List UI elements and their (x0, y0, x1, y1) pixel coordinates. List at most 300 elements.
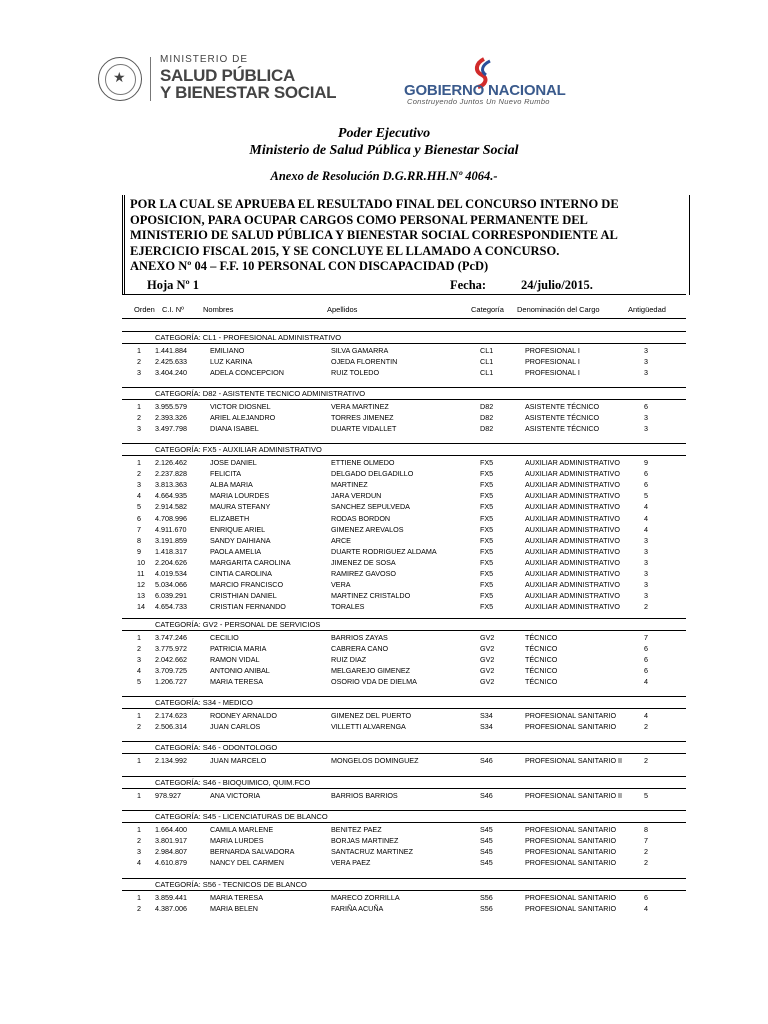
row-denominacion: PROFESIONAL SANITARIO (525, 836, 617, 846)
row-categoria: GV2 (480, 677, 495, 687)
row-nombres: CRISTIAN FERNANDO (210, 602, 286, 612)
row-antiguedad: 3 (644, 535, 648, 545)
row-orden: 3 (137, 847, 141, 857)
row-apellidos: TORRES JIMENEZ (331, 413, 394, 423)
row-denominacion: PROFESIONAL I (525, 368, 580, 378)
row-nombres: ANTONIO ANIBAL (210, 666, 270, 676)
row-categoria: FX5 (480, 580, 494, 590)
row-apellidos: VERA (331, 580, 351, 590)
row-nombres: MARIA LOURDES (210, 491, 270, 501)
row-nombres: EMILIANO (210, 346, 245, 355)
row-categoria: S34 (480, 722, 493, 732)
row-ci: 1.206.727 (155, 677, 187, 687)
table-row (0, 536, 768, 546)
row-orden: 3 (137, 655, 141, 665)
row-apellidos: GIMENEZ AREVALOS (331, 524, 404, 534)
fecha-value: 24/julio/2015. (521, 278, 593, 292)
row-nombres: BERNARDA SALVADORA (210, 847, 295, 857)
row-apellidos: MARTINEZ (331, 480, 368, 490)
row-denominacion: PROFESIONAL SANITARIO (525, 858, 617, 868)
table-row (0, 368, 768, 378)
category-rule (122, 630, 686, 631)
table-row (0, 458, 768, 468)
row-orden: 4 (137, 858, 141, 868)
row-nombres: MARIA BELEN (210, 904, 258, 914)
row-nombres: MARGARITA CAROLINA (210, 557, 291, 567)
row-ci: 2.425.633 (155, 357, 187, 367)
row-orden: 2 (137, 357, 141, 367)
row-denominacion: PROFESIONAL I (525, 346, 580, 355)
row-nombres: CINTIA CAROLINA (210, 569, 272, 578)
row-orden: 2 (137, 413, 141, 423)
row-nombres: NANCY DEL CARMEN (210, 858, 284, 868)
row-denominacion: AUXILIAR ADMINISTRATIVO (525, 591, 620, 601)
row-categoria: FX5 (480, 591, 494, 601)
row-orden: 11 (137, 569, 145, 578)
fecha-label: Fecha: (450, 278, 487, 292)
row-orden: 2 (137, 722, 141, 732)
row-ci: 4.019.534 (155, 569, 187, 578)
row-categoria: GV2 (480, 666, 495, 676)
row-categoria: CL1 (480, 346, 494, 355)
category-rule (122, 788, 686, 789)
row-antiguedad: 2 (644, 858, 648, 868)
row-antiguedad: 5 (644, 791, 648, 800)
row-nombres: PATRICIA MARIA (210, 644, 267, 654)
row-apellidos: SANCHEZ SEPULVEDA (331, 502, 410, 512)
row-denominacion: PROFESIONAL SANITARIO (525, 847, 617, 857)
row-orden: 3 (137, 480, 141, 490)
row-antiguedad: 3 (644, 424, 648, 434)
row-denominacion: ASISTENTE TÉCNICO (525, 413, 600, 423)
table-row (0, 711, 768, 721)
row-orden: 2 (137, 904, 141, 914)
table-row (0, 525, 768, 535)
row-apellidos: VERA MARTINEZ (331, 402, 389, 411)
resolution-text (130, 197, 686, 275)
row-ci: 4.387.006 (155, 904, 187, 914)
header-poder-ejecutivo: Poder Ejecutivo (337, 126, 431, 141)
row-ci: 4.911.670 (155, 524, 187, 534)
row-antiguedad: 4 (644, 524, 648, 534)
row-apellidos: BORJAS MARTINEZ (331, 836, 399, 846)
row-categoria: FX5 (480, 569, 494, 578)
category-rule (122, 878, 686, 879)
row-orden: 1 (137, 402, 141, 411)
row-ci: 4.708.996 (155, 513, 187, 523)
row-ci: 1.664.400 (155, 825, 187, 834)
row-antiguedad: 2 (644, 602, 648, 612)
row-denominacion: AUXILIAR ADMINISTRATIVO (525, 602, 620, 612)
table-row (0, 756, 768, 766)
row-denominacion: PROFESIONAL SANITARIO (525, 722, 617, 732)
ministerio-logo-line1: MINISTERIO DE (160, 54, 249, 65)
category-rule (122, 618, 686, 619)
row-ci: 2.984.807 (155, 847, 187, 857)
ministerio-logo-line3: Y BIENESTAR SOCIAL (160, 83, 337, 102)
row-nombres: JUAN CARLOS (210, 722, 261, 732)
category-title: CATEGORÍA: S46 - ODONTOLOGO (155, 743, 278, 752)
table-row (0, 858, 768, 868)
row-orden: 4 (137, 666, 141, 676)
row-nombres: LUZ KARINA (210, 357, 253, 367)
row-apellidos: DUARTE RODRIGUEZ ALDAMA (331, 546, 437, 556)
row-orden: 1 (137, 825, 141, 834)
row-orden: 12 (137, 580, 145, 590)
row-ci: 978.927 (155, 791, 181, 800)
category-rule (122, 776, 686, 777)
row-apellidos: BARRIOS BARRIOS (331, 791, 398, 800)
row-antiguedad: 6 (644, 469, 648, 479)
row-apellidos: JARA VERDUN (331, 491, 382, 501)
row-antiguedad: 6 (644, 893, 648, 902)
row-denominacion: AUXILIAR ADMINISTRATIVO (525, 557, 620, 567)
row-ci: 2.237.828 (155, 469, 187, 479)
row-antiguedad: 3 (644, 346, 648, 355)
table-row (0, 514, 768, 524)
row-antiguedad: 8 (644, 825, 648, 834)
table-row (0, 644, 768, 654)
row-nombres: RAMON VIDAL (210, 655, 260, 665)
row-nombres: MAURA STEFANY (210, 502, 271, 512)
row-antiguedad: 4 (644, 711, 648, 720)
row-antiguedad: 6 (644, 666, 648, 676)
row-ci: 3.775.972 (155, 644, 187, 654)
row-ci: 3.859.441 (155, 893, 187, 902)
category-title: CATEGORÍA: FX5 - AUXILIAR ADMINISTRATIVO (155, 445, 322, 454)
row-antiguedad: 3 (644, 368, 648, 378)
row-ci: 3.955.579 (155, 402, 187, 411)
table-row (0, 413, 768, 423)
row-ci: 3.191.859 (155, 535, 187, 545)
row-orden: 5 (137, 677, 141, 687)
row-categoria: S45 (480, 847, 493, 857)
table-row (0, 558, 768, 568)
row-denominacion: AUXILIAR ADMINISTRATIVO (525, 524, 620, 534)
row-denominacion: AUXILIAR ADMINISTRATIVO (525, 535, 620, 545)
category-rule (122, 822, 686, 823)
row-apellidos: OSORIO VDA DE DIELMA (331, 677, 417, 687)
row-orden: 2 (137, 644, 141, 654)
table-row (0, 904, 768, 914)
row-apellidos: BARRIOS ZAYAS (331, 633, 388, 642)
row-orden: 1 (137, 633, 141, 642)
row-apellidos: MARTINEZ CRISTALDO (331, 591, 411, 601)
row-antiguedad: 7 (644, 836, 648, 846)
row-antiguedad: 6 (644, 480, 648, 490)
resolution-line: POR LA CUAL SE APRUEBA EL RESULTADO FINAL DEL CONCURSO INTERNO DE (130, 197, 619, 211)
row-denominacion: AUXILIAR ADMINISTRATIVO (525, 458, 620, 467)
row-nombres: SANDY DAIHIANA (210, 535, 271, 545)
table-row (0, 346, 768, 356)
row-denominacion: PROFESIONAL SANITARIO (525, 893, 617, 902)
row-orden: 3 (137, 368, 141, 378)
row-apellidos: VERA PAEZ (331, 858, 371, 868)
row-ci: 6.039.291 (155, 591, 187, 601)
row-nombres: DIANA ISABEL (210, 424, 259, 434)
gobierno-logo-name: GOBIERNO NACIONAL (404, 82, 566, 99)
category-title: CATEGORÍA: GV2 - PERSONAL DE SERVICIOS (155, 620, 321, 629)
row-ci: 2.914.582 (155, 502, 187, 512)
row-denominacion: AUXILIAR ADMINISTRATIVO (525, 480, 620, 490)
row-categoria: S56 (480, 893, 493, 902)
row-denominacion: PROFESIONAL SANITARIO II (525, 756, 623, 765)
row-orden: 14 (137, 602, 145, 612)
row-ci: 2.134.992 (155, 756, 187, 765)
row-antiguedad: 9 (644, 458, 648, 467)
row-orden: 2 (137, 836, 141, 846)
col-header-denominacion: Denominación del Cargo (517, 305, 600, 314)
box-bottom-rule (122, 294, 686, 295)
row-nombres: CECILIO (210, 633, 239, 642)
row-denominacion: AUXILIAR ADMINISTRATIVO (525, 469, 620, 479)
category-rule (122, 387, 686, 388)
row-antiguedad: 3 (644, 569, 648, 578)
row-categoria: FX5 (480, 513, 494, 523)
row-ci: 3.497.798 (155, 424, 187, 434)
row-nombres: ENRIQUE ARIEL (210, 524, 266, 534)
row-antiguedad: 6 (644, 402, 648, 411)
row-ci: 4.654.733 (155, 602, 187, 612)
row-antiguedad: 4 (644, 904, 648, 914)
row-ci: 2.204.626 (155, 557, 187, 567)
table-row (0, 491, 768, 501)
row-categoria: S34 (480, 711, 493, 720)
row-antiguedad: 3 (644, 546, 648, 556)
resolution-line: OPOSICION, PARA OCUPAR CARGOS COMO PERSONAL PERMANENTE DEL (130, 212, 588, 227)
row-categoria: GV2 (480, 644, 495, 654)
national-seal-logo (98, 57, 142, 101)
row-ci: 5.034.066 (155, 580, 187, 590)
row-categoria: FX5 (480, 524, 494, 534)
row-antiguedad: 2 (644, 756, 648, 765)
ministerio-logo-line2: SALUD PÚBLICA (160, 66, 295, 85)
row-apellidos: RAMIREZ GAVOSO (331, 569, 396, 578)
category-title: CATEGORÍA: S46 - BIOQUIMICO, QUIM.FCO (155, 778, 311, 787)
row-denominacion: PROFESIONAL SANITARIO (525, 825, 617, 834)
row-orden: 1 (137, 711, 141, 720)
row-categoria: D82 (480, 402, 494, 411)
table-row (0, 722, 768, 732)
col-header-apellidos: Apellidos (327, 305, 358, 314)
row-apellidos: SANTACRUZ MARTINEZ (331, 847, 413, 857)
row-nombres: ADELA CONCEPCION (210, 368, 284, 378)
category-rule (122, 741, 686, 742)
row-ci: 2.126.462 (155, 458, 187, 467)
row-denominacion: PROFESIONAL I (525, 357, 580, 367)
row-apellidos: GIMENEZ DEL PUERTO (331, 711, 412, 720)
row-denominacion: AUXILIAR ADMINISTRATIVO (525, 580, 620, 590)
row-nombres: MARIA TERESA (210, 893, 263, 902)
col-header-categoria: Categoría (471, 305, 504, 314)
row-apellidos: SILVA GAMARRA (331, 346, 389, 355)
table-row (0, 469, 768, 479)
row-antiguedad: 3 (644, 357, 648, 367)
row-ci: 3.709.725 (155, 666, 187, 676)
row-categoria: FX5 (480, 480, 494, 490)
category-rule (122, 331, 686, 332)
row-denominacion: TÉCNICO (525, 655, 558, 665)
row-denominacion: PROFESIONAL SANITARIO (525, 711, 617, 720)
row-nombres: ELIZABETH (210, 513, 250, 523)
row-orden: 8 (137, 535, 141, 545)
table-row (0, 847, 768, 857)
col-header-antiguedad: Antigüedad (628, 305, 666, 314)
table-row (0, 569, 768, 579)
col-header-orden: Orden (134, 305, 155, 314)
row-orden: 1 (137, 756, 141, 765)
row-categoria: FX5 (480, 491, 494, 501)
table-row (0, 591, 768, 601)
row-denominacion: TÉCNICO (525, 677, 558, 687)
row-apellidos: VILLETTI ALVARENGA (331, 722, 406, 732)
row-ci: 2.174.623 (155, 711, 187, 720)
table-row (0, 480, 768, 490)
row-apellidos: CABRERA CANO (331, 644, 389, 654)
row-antiguedad: 3 (644, 580, 648, 590)
table-row (0, 791, 768, 801)
row-nombres: RODNEY ARNALDO (210, 711, 277, 720)
table-row (0, 402, 768, 412)
row-nombres: MARIA TERESA (210, 677, 263, 687)
row-denominacion: AUXILIAR ADMINISTRATIVO (525, 502, 620, 512)
row-nombres: CAMILA MARLENE (210, 825, 274, 834)
row-categoria: GV2 (480, 633, 495, 642)
ministerio-logo (160, 55, 336, 101)
row-apellidos: DUARTE VIDALLET (331, 424, 397, 434)
row-antiguedad: 3 (644, 557, 648, 567)
table-row (0, 655, 768, 665)
row-nombres: ANA VICTORIA (210, 791, 261, 800)
row-ci: 2.506.314 (155, 722, 187, 732)
row-nombres: PAOLA AMELIA (210, 546, 262, 556)
row-apellidos: OJEDA FLORENTIN (331, 357, 398, 367)
category-rule (122, 890, 686, 891)
resolution-line: ANEXO Nº 04 – F.F. 10 PERSONAL CON DISCAPACIDAD (PcD) (130, 259, 489, 273)
row-orden: 1 (137, 458, 141, 467)
row-ci: 2.393.326 (155, 413, 187, 423)
row-categoria: CL1 (480, 357, 494, 367)
header-ministerio: Ministerio de Salud Pública y Bienestar Social (249, 143, 519, 158)
row-antiguedad: 6 (644, 644, 648, 654)
row-categoria: FX5 (480, 458, 494, 467)
category-rule (122, 455, 686, 456)
row-orden: 6 (137, 513, 141, 523)
row-apellidos: FARIÑA ACUÑA (331, 904, 384, 914)
row-categoria: FX5 (480, 546, 494, 556)
category-title: CATEGORÍA: D82 - ASISTENTE TECNICO ADMINISTRATIVO (155, 389, 366, 398)
row-ci: 1.441.884 (155, 346, 187, 355)
row-antiguedad: 2 (644, 722, 648, 732)
row-denominacion: AUXILIAR ADMINISTRATIVO (525, 546, 620, 556)
row-nombres: MARCIO FRANCISCO (210, 580, 284, 590)
row-ci: 4.610.879 (155, 858, 187, 868)
row-denominacion: TÉCNICO (525, 633, 558, 642)
row-antiguedad: 4 (644, 677, 648, 687)
row-denominacion: PROFESIONAL SANITARIO (525, 904, 617, 914)
row-apellidos: RUIZ DIAZ (331, 655, 367, 665)
category-title: CATEGORÍA: S45 - LICENCIATURAS DE BLANCO (155, 812, 328, 821)
table-row (0, 602, 768, 612)
row-orden: 2 (137, 469, 141, 479)
logo-divider (150, 57, 151, 101)
row-antiguedad: 7 (644, 633, 648, 642)
row-ci: 2.042.662 (155, 655, 187, 665)
table-row (0, 825, 768, 835)
row-orden: 4 (137, 491, 141, 501)
row-nombres: JUAN MARCELO (210, 756, 267, 765)
row-categoria: S46 (480, 756, 493, 765)
row-ci: 3.801.917 (155, 836, 187, 846)
category-title: CATEGORÍA: S34 - MEDICO (155, 698, 253, 707)
row-antiguedad: 4 (644, 502, 648, 512)
row-categoria: FX5 (480, 557, 494, 567)
table-row (0, 677, 768, 687)
header-rule (122, 318, 686, 319)
row-antiguedad: 3 (644, 413, 648, 423)
row-orden: 5 (137, 502, 141, 512)
table-row (0, 547, 768, 557)
table-row (0, 893, 768, 903)
row-orden: 13 (137, 591, 145, 601)
category-rule (122, 343, 686, 344)
row-apellidos: MARECO ZORRILLA (331, 893, 400, 902)
row-categoria: D82 (480, 424, 494, 434)
row-antiguedad: 6 (644, 655, 648, 665)
table-row (0, 580, 768, 590)
hoja-number: Hoja Nº 1 (147, 278, 200, 292)
col-header-ci: C.I. Nº (162, 305, 184, 314)
table-row (0, 424, 768, 434)
row-nombres: ALBA MARIA (210, 480, 253, 490)
row-apellidos: RODAS BORDON (331, 513, 391, 523)
row-categoria: S45 (480, 858, 493, 868)
row-denominacion: TÉCNICO (525, 666, 558, 676)
row-apellidos: ARCE (331, 535, 351, 545)
row-orden: 1 (137, 791, 141, 800)
row-ci: 1.418.317 (155, 546, 187, 556)
row-denominacion: TÉCNICO (525, 644, 558, 654)
row-ci: 3.404.240 (155, 368, 187, 378)
row-categoria: GV2 (480, 655, 495, 665)
row-apellidos: BENITEZ PAEZ (331, 825, 382, 834)
row-denominacion: PROFESIONAL SANITARIO II (525, 791, 623, 800)
row-nombres: JOSE DANIEL (210, 458, 257, 467)
row-apellidos: DELGADO DELGADILLO (331, 469, 414, 479)
row-denominacion: ASISTENTE TÉCNICO (525, 402, 600, 411)
row-categoria: S45 (480, 825, 493, 834)
row-categoria: FX5 (480, 535, 494, 545)
table-row (0, 836, 768, 846)
row-orden: 7 (137, 524, 141, 534)
row-denominacion: AUXILIAR ADMINISTRATIVO (525, 569, 620, 578)
category-rule (122, 753, 686, 754)
row-apellidos: ETTIENE OLMEDO (331, 458, 395, 467)
row-categoria: FX5 (480, 502, 494, 512)
category-rule (122, 443, 686, 444)
resolution-line: MINISTERIO DE SALUD PÚBLICA Y BIENESTAR SOCIAL CORRESPONDIENTE AL (130, 228, 618, 242)
category-title: CATEGORÍA: S56 - TECNICOS DE BLANCO (155, 880, 307, 889)
row-nombres: ARIEL ALEJANDRO (210, 413, 276, 423)
category-rule (122, 810, 686, 811)
category-rule (122, 399, 686, 400)
row-categoria: S46 (480, 791, 493, 800)
row-ci: 3.813.363 (155, 480, 187, 490)
row-orden: 3 (137, 424, 141, 434)
row-ci: 4.664.935 (155, 491, 187, 501)
row-apellidos: MELGAREJO GIMENEZ (331, 666, 411, 676)
gobierno-logo-slogan: Construyendo Juntos Un Nuevo Rumbo (407, 97, 550, 106)
